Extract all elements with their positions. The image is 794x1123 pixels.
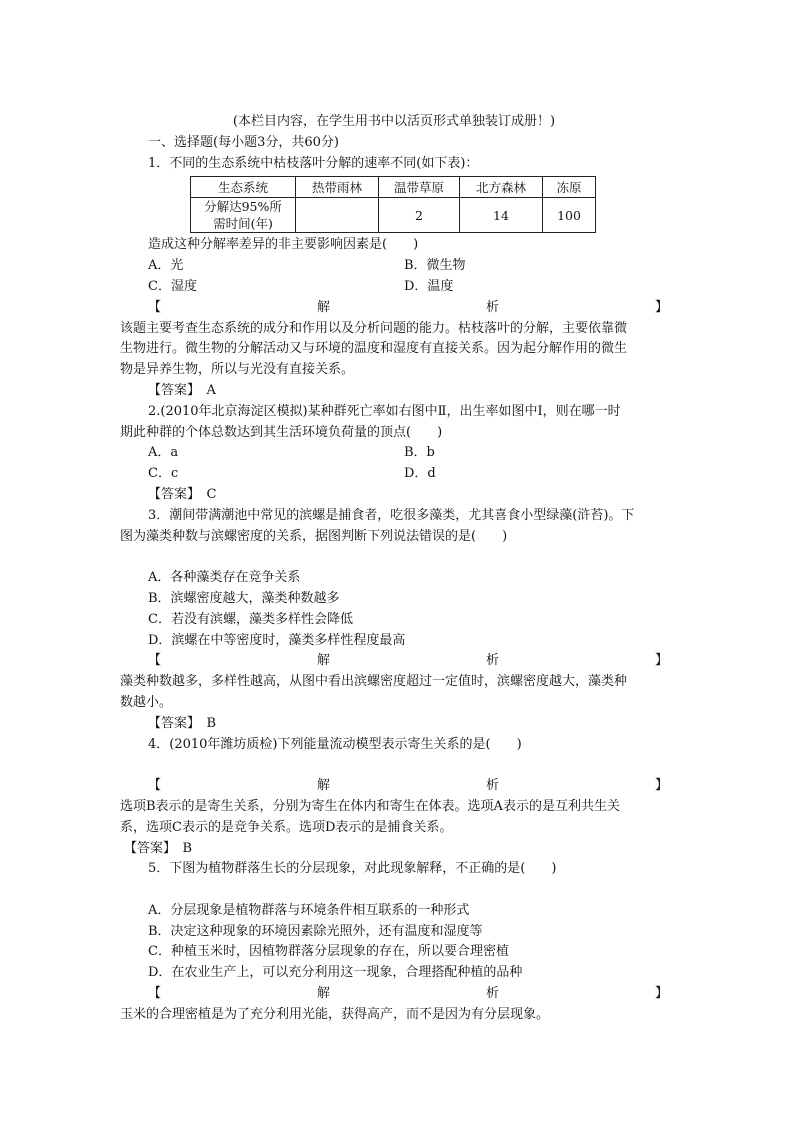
figure-placeholder	[120, 547, 668, 568]
q4-analysis: 选项B表示的是寄生关系，分别为寄生在体内和寄生在体表。选项A表示的是互利共生关	[120, 798, 620, 814]
q3-analysis: 藻类种数越多，多样性越高，从图中看出滨螺密度超过一定值时，滨螺密度越大，藻类种	[120, 674, 628, 690]
bracket-open: 【	[148, 653, 162, 669]
bracket-open: 【	[148, 778, 162, 794]
analysis-label	[120, 776, 668, 797]
option-d: D．d	[404, 466, 436, 482]
option-b: B．滨螺密度越大，藻类种数越多	[148, 590, 340, 606]
document-page	[120, 112, 668, 1026]
table-cell	[296, 198, 379, 233]
q1-analysis: 生物进行。微生物的分解活动又与环境的温度和湿度有直接关系。因为起分解作用的微生	[120, 341, 628, 357]
label-char: 析	[485, 986, 499, 1002]
q1-question: 造成这种分解率差异的非主要影响因素是( )	[148, 237, 419, 253]
q4-answer: 【答案】 B	[124, 840, 193, 856]
table-header-cell: 热带雨林	[296, 177, 379, 198]
q4-analysis: 系，选项C表示的是竞争关系。选项D表示的是捕食关系。	[120, 819, 453, 835]
bracket-open: 【	[148, 986, 162, 1002]
q2-answer: 【答案】 C	[148, 486, 217, 502]
label-char: 解	[316, 986, 330, 1002]
table-header-row	[191, 177, 596, 198]
q3-analysis: 数越小。	[120, 694, 173, 710]
figure-placeholder	[120, 755, 668, 776]
q2-stem: 期此种群的个体总数达到其生活环境负荷量的顶点( )	[120, 424, 443, 440]
analysis-label	[120, 984, 668, 1005]
q2-options-row	[120, 464, 668, 485]
table-header-cell: 北方森林	[460, 177, 543, 198]
decomposition-table	[190, 176, 596, 233]
q1-analysis: 该题主要考查生态系统的成分和作用以及分析问题的能力。枯枝落叶的分解，主要依靠微	[120, 320, 628, 336]
row-label-line: 需时间(年)	[213, 216, 273, 232]
label-char: 析	[485, 299, 499, 315]
option-a: A．各种藻类存在竞争关系	[148, 570, 301, 586]
label-char: 解	[316, 778, 330, 794]
label-char: 析	[485, 778, 499, 794]
table-cell: 100	[543, 198, 596, 233]
table-cell: 2	[379, 198, 460, 233]
table-row	[191, 198, 596, 233]
option-d: D．在农业生产上，可以充分利用这一现象，合理搭配种植的品种	[148, 965, 523, 981]
q3-answer: 【答案】 B	[148, 715, 217, 731]
analysis-label	[120, 651, 668, 672]
option-b: B．b	[404, 445, 435, 461]
label-char: 解	[316, 299, 330, 315]
q5-analysis: 玉米的合理密植是为了充分利用光能，获得高产，而不是因为有分层现象。	[120, 1006, 550, 1022]
q1-options-row	[120, 277, 668, 298]
q3-stem: 3．潮间带满潮池中常见的滨螺是捕食者，吃很多藻类，尤其喜食小型绿藻(浒苔)。下	[148, 507, 635, 523]
header-note: (本栏目内容，在学生用书中以活页形式单独装订成册！)	[232, 114, 556, 129]
option-c: C．湿度	[148, 278, 197, 294]
label-char: 解	[316, 653, 330, 669]
q1-options-row	[120, 256, 668, 277]
option-b: B．决定这种现象的环境因素除光照外，还有温度和湿度等	[148, 923, 483, 939]
table-row-label	[191, 198, 296, 233]
q1-analysis: 物是异养生物，所以与光没有直接关系。	[120, 362, 355, 378]
table-cell: 14	[460, 198, 543, 233]
row-label-line: 分解达95%所	[204, 199, 282, 215]
q2-stem: 2.(2010年北京海淀区模拟)某种群死亡率如右图中Ⅱ，出生率如图中Ⅰ，则在哪一时	[148, 403, 621, 419]
bracket-open: 【	[148, 299, 162, 315]
q2-options-row	[120, 443, 668, 464]
q5-stem: 5．下图为植物群落生长的分层现象，对此现象解释，不正确的是( )	[148, 861, 557, 877]
option-b: B．微生物	[404, 258, 466, 274]
table-header-cell: 生态系统	[191, 177, 296, 198]
option-a: A．光	[148, 258, 184, 274]
q1-answer: 【答案】 A	[148, 382, 216, 398]
option-d: D．温度	[404, 278, 454, 294]
option-c: C．种植玉米时，因植物群落分层现象的存在，所以要合理密植	[148, 944, 509, 960]
section-title: 一、选择题(每小题3分，共60分)	[148, 134, 339, 150]
option-c: C．若没有滨螺，藻类多样性会降低	[148, 611, 353, 627]
table-header-cell: 温带草原	[379, 177, 460, 198]
q3-stem: 图为藻类种数与滨螺密度的关系，据图判断下列说法错误的是( )	[120, 528, 508, 544]
figure-placeholder	[120, 880, 668, 901]
option-a: A．a	[148, 445, 179, 461]
q4-stem: 4．(2010年潍坊质检)下列能量流动模型表示寄生关系的是( )	[148, 736, 522, 752]
table-header-cell: 冻原	[543, 177, 596, 198]
option-a: A．分层现象是植物群落与环境条件相互联系的一种形式	[148, 902, 470, 918]
bracket-close: 】	[654, 299, 668, 315]
bracket-close: 】	[654, 653, 668, 669]
analysis-label	[120, 298, 668, 319]
label-char: 析	[485, 653, 499, 669]
q1-stem: 1．不同的生态系统中枯枝落叶分解的速率不同(如下表)：	[148, 155, 479, 171]
bracket-close: 】	[654, 986, 668, 1002]
option-d: D．滨螺在中等密度时，藻类多样性程度最高	[148, 632, 406, 648]
option-c: C．c	[148, 466, 179, 482]
bracket-close: 】	[654, 778, 668, 794]
